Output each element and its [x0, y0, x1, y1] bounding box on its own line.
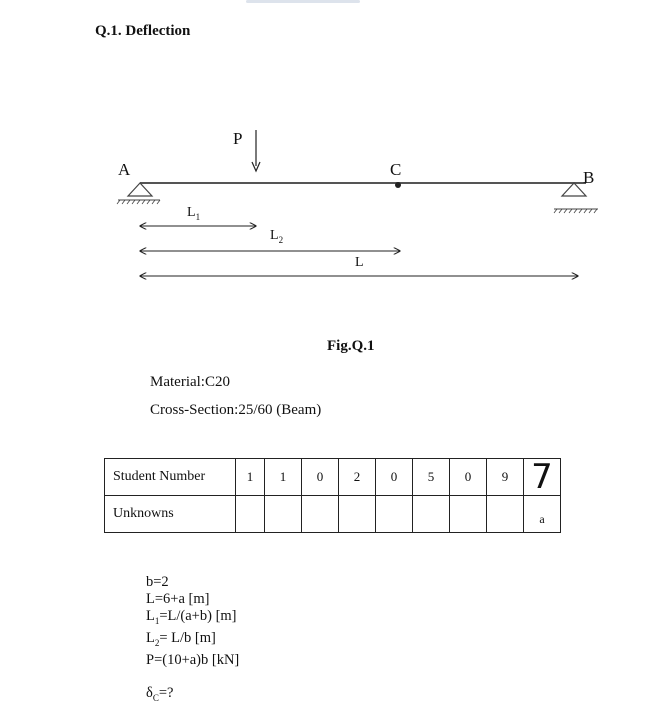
- student-number-header: Student Number: [105, 459, 236, 496]
- digit-cell: 9: [487, 459, 524, 496]
- unknown-cell: [376, 496, 413, 533]
- question-title: Q.1. Deflection: [95, 23, 191, 39]
- load-arrow: [252, 130, 260, 171]
- given-p: P=(10+a)b [kN]: [146, 651, 240, 668]
- unknown-cell: [265, 496, 302, 533]
- digit-cell: 0: [302, 459, 339, 496]
- digit-cell: 1: [265, 459, 302, 496]
- student-number-row: [105, 459, 561, 496]
- point-c-label: C: [390, 160, 402, 179]
- dim-label-l2: $L_2$: [270, 228, 284, 245]
- unknowns-header: Unknowns: [105, 496, 236, 533]
- support-a-label: A: [118, 160, 131, 179]
- unknown-cell: [236, 496, 265, 533]
- cross-section-spec: Cross-Section:25/60 (Beam): [150, 402, 322, 418]
- given-b: b=2: [146, 574, 169, 590]
- digit-cell: 5: [413, 459, 450, 496]
- digit-cell: 0: [450, 459, 487, 496]
- givens-list: [146, 574, 239, 707]
- last-digit: 7: [531, 457, 553, 497]
- unknown-cell: [487, 496, 524, 533]
- load-label: P: [233, 129, 243, 148]
- given-l2: $L_2= L/b$ [m]: [146, 629, 216, 648]
- a-cell: [524, 496, 561, 533]
- given-l: L=6+a [m]: [146, 591, 210, 607]
- given-l1: $L_1=L/(a+b)$ [m]: [146, 608, 237, 626]
- pin-support-a: [117, 183, 160, 204]
- figure-caption: Fig.Q.1: [327, 338, 375, 354]
- student-number-table: [104, 458, 561, 533]
- digit-cell: 2: [339, 459, 376, 496]
- digit-cell: 1: [236, 459, 265, 496]
- point-c-dot: [395, 182, 401, 188]
- unknown-cell: [413, 496, 450, 533]
- unknown-cell: [302, 496, 339, 533]
- a-label: a: [539, 512, 545, 526]
- last-digit-cell: [524, 459, 561, 496]
- dim-label-l1: $L_1$: [187, 205, 201, 222]
- digit-cell: 0: [376, 459, 413, 496]
- unknown-cell: [450, 496, 487, 533]
- unknown-cell: [339, 496, 376, 533]
- material-spec: Material:C20: [150, 374, 230, 390]
- dim-label-l: L: [355, 255, 364, 270]
- support-b-label: B: [583, 168, 595, 187]
- unknown-deflection: $\delta_C=$?: [146, 684, 174, 703]
- unknowns-row: [105, 496, 561, 533]
- beam-figure: [0, 0, 652, 330]
